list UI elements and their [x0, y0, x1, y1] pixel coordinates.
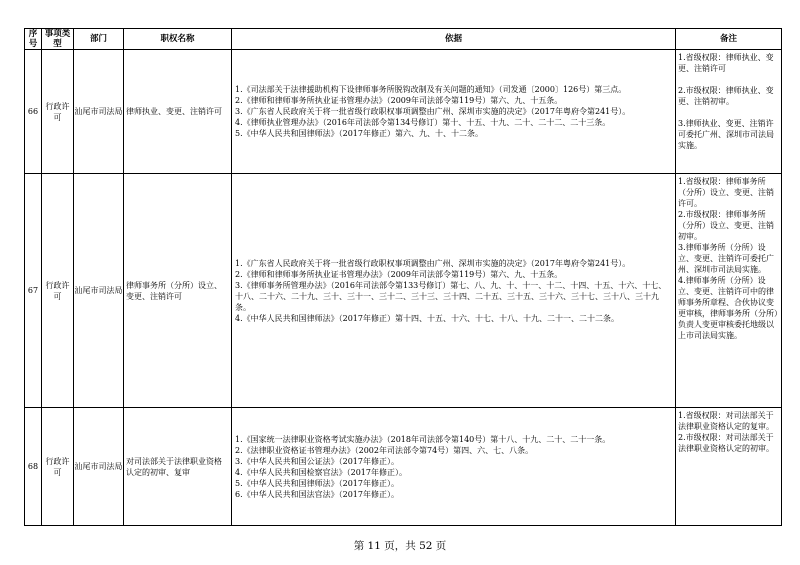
row-no: 67: [25, 174, 42, 408]
col-header-basis: 依据: [232, 29, 676, 50]
row-dept: 汕尾市司法局: [74, 174, 124, 408]
basis-line: 1.《司法部关于法律援助机构下设律师事务所脱钩改制及有关问题的通知》（司发通〔2000〕126号）第三点。: [235, 85, 627, 94]
note-line: 1.省级权限：对司法部关于法律职业资格认定的复审。: [678, 411, 774, 431]
row-type: 行政许可: [42, 174, 74, 408]
table-header-row: [25, 29, 782, 50]
row-no: 66: [25, 50, 42, 174]
row-no: 68: [25, 408, 42, 526]
basis-line: 5.《中华人民共和国律师法》（2017年修正）。: [235, 478, 399, 488]
basis-line: 1.《国家统一法律职业资格考试实施办法》（2018年司法部令第140号）第十八、十九、二十、二十一条。: [235, 434, 611, 444]
basis-line: 4.《中华人民共和国律师法》（2017年修正）第十四、十五、十六、十七、十八、十九、二十一、二十二条。: [235, 313, 619, 323]
note-line: 1.省级权限：律师事务所（分所）设立、变更、注销许可。: [678, 177, 774, 208]
col-header-no: 序号: [25, 29, 42, 50]
col-header-note: 备注: [676, 29, 782, 50]
row-type: 行政许可: [42, 50, 74, 174]
note-line: 3.律师执业、变更、注销许可委托广州、深圳市司法局实施。: [678, 119, 774, 150]
basis-line: 5.《中华人民共和国律师法》（2017年修正）第六、九、十、十二条。: [235, 129, 483, 138]
row-basis: [232, 174, 676, 408]
row-basis: [232, 50, 676, 174]
note-line: 1.省级权限：律师执业、变更、注销许可: [678, 53, 774, 73]
row-name: 律师事务所（分所）设立、变更、注销许可: [124, 174, 232, 408]
row-note: [676, 174, 782, 408]
note-line: 3.律师事务所（分所）设立、变更、注销许可委托广州、深圳市司法局实施。: [678, 243, 774, 274]
col-header-name: 职权名称: [124, 29, 232, 50]
table-row: [25, 408, 782, 526]
page-footer: 第 11 页，共 52 页: [353, 540, 447, 552]
row-note: [676, 50, 782, 174]
table-row: [25, 174, 782, 408]
row-dept: 汕尾市司法局: [74, 50, 124, 174]
row-basis: [232, 408, 676, 526]
row-dept: 汕尾市司法局: [74, 408, 124, 526]
col-header-type: 事项类型: [42, 29, 74, 50]
note-line: 2.市级权限：律师事务所（分所）设立、变更、注销初审。: [678, 210, 774, 241]
row-note: [676, 408, 782, 526]
basis-line: 3.《广东省人民政府关于将一批省级行政职权事项调整由广州、深圳市实施的决定》（2017年粤府令第241号）。: [235, 107, 631, 116]
basis-line: 2.《律师和律师事务所执业证书管理办法》（2009年司法部令第119号）第六、九、十五条。: [235, 96, 563, 105]
basis-line: 1.《广东省人民政府关于将一批省级行政职权事项调整由广州、深圳市实施的决定》（2017年粤府令第241号）。: [235, 258, 631, 268]
note-line: 2.市级权限：对司法部关于法律职业资格认定的初审。: [678, 433, 774, 453]
basis-line: 6.《中华人民共和国法官法》（2017年修正）。: [235, 489, 399, 499]
basis-line: 3.《中华人民共和国公证法》（2017年修正）。: [235, 456, 399, 466]
basis-line: 4.《律师执业管理办法》（2016年司法部令第134号修订）第十、十五、十九、二十、二十二、二十三条。: [235, 118, 611, 127]
note-line: 2.市级权限：律师执业、变更、注销初审。: [678, 86, 774, 106]
note-line: 4.律师事务所（分所）设立、变更、注销许可中的律师事务所章程、合伙协议变更审核，律师事务所（分所）负责人变更审核委托地级以上市司法局实施。: [678, 276, 778, 340]
row-name: 对司法部关于法律职业资格认定的初审、复审: [124, 408, 232, 526]
table-row: [25, 50, 782, 174]
basis-line: 2.《法律职业资格证书管理办法》（2002年司法部令第74号）第四、六、七、八条。: [235, 445, 534, 455]
basis-line: 4.《中华人民共和国检察官法》（2017年修正）。: [235, 467, 407, 477]
basis-line: 2.《律师和律师事务所执业证书管理办法》（2009年司法部令第119号）第六、九、十五条。: [235, 269, 563, 279]
row-name: 律师执业、变更、注销许可: [124, 50, 232, 174]
basis-line: 3.《律师事务所管理办法》（2016年司法部令第133号修订）第七、八、九、十、十一、十二、十四、十五、十六、十七、十八、二十六、二十九、三十、三十一、三十二、三十三、三十四、二十五、三十五、三十六、三十七、三十八、三十九条。: [235, 280, 667, 312]
power-list-table: [24, 28, 782, 526]
row-type: 行政许可: [42, 408, 74, 526]
col-header-dept: 部门: [74, 29, 124, 50]
